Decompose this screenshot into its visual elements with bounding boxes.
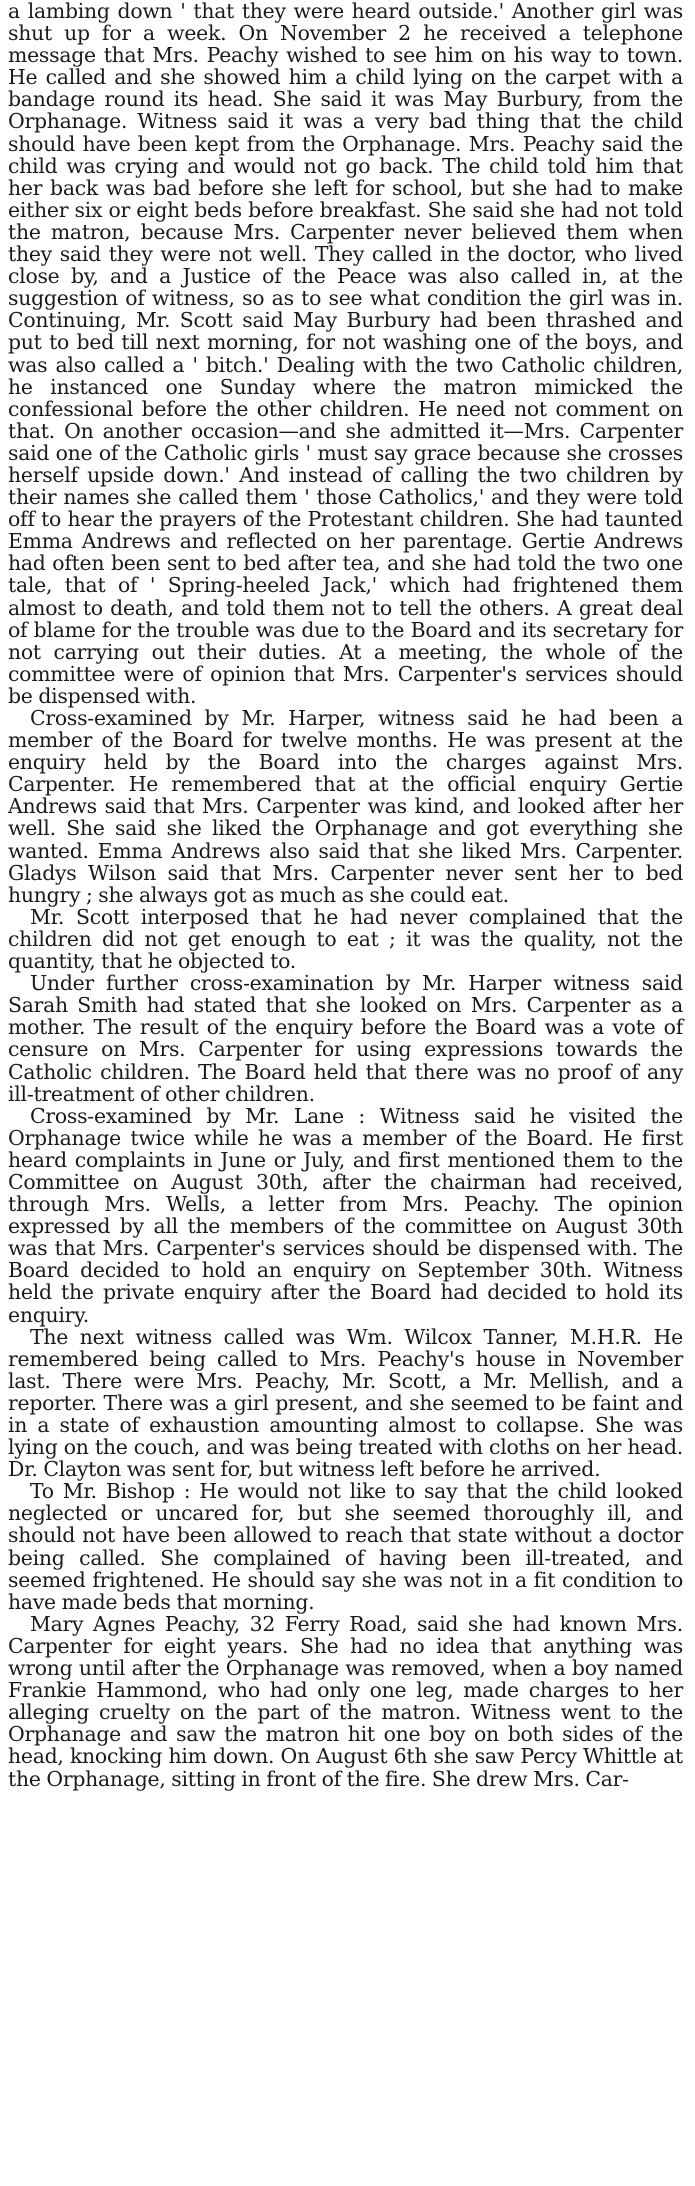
article-paragraph: To Mr. Bishop : He would not like to say that the child looked neglected or uncared for, but she seemed thoroughly ill, and should not have been allowed to reach that state without a doctor being called. She complained of having been ill-treated, and seemed frightened. He should say she was not in a fit condition to have made beds that morning. (8, 1479, 683, 1614)
article-paragraph: Mary Agnes Peachy, 32 Ferry Road, said she had known Mrs. Carpenter for eight years. She had no idea that anything was wrong until after the Orphanage was removed, when a boy named Frankie Hammond, who had only one leg, made charges to her alleging cruelty on the part of the matron. Witness went to the Orphanage and saw the matron hit one boy on both sides of the head, knocking him down. On August 6th she saw Percy Whittle at the Orphanage, sitting in front of the fire. She drew Mrs. Car- (8, 1611, 683, 1791)
article-paragraph: Under further cross-examination by Mr. Harper witness said Sarah Smith had stated that she looked on Mrs. Carpenter as a mother. The result of the enquiry before the Board was a vote of censure on Mrs. Carpenter for using expressions towards the Catholic children. The Board held that there was no proof of any ill-treatment of other children. (8, 971, 683, 1106)
article-paragraph: Mr. Scott interposed that he had never complained that the children did not get enough to eat ; it was the quality, not the quantity, that he objected to. (8, 904, 683, 974)
article-column (8, 0, 683, 1790)
article-paragraph: Cross-examined by Mr. Lane : Witness said he visited the Orphanage twice while he was a member of the Board. He first heard complaints in June or July, and first mentioned them to the Committee on August 30th, after the chairman had received, through Mrs. Wells, a letter from Mrs. Peachy. The opinion expressed by all the members of the committee on August 30th was that Mrs. Carpenter's services should be dispensed with. The Board decided to hold an enquiry on September 30th. Witness held the private enquiry after the Board had decided to hold its enquiry. (8, 1103, 683, 1327)
article-paragraph: a lambing down ' that they were heard outside.' Another girl was shut up for a week. On November 2 he received a telephone message that Mrs. Peachy wished to see him on his way to town. He called and she showed him a child lying on the carpet with a bandage round its head. She said it was May Burbury, from the Orphanage. Witness said it was a very bad thing that the child should have been kept from the Orphanage. Mrs. Peachy said the child was crying and would not go back. The child told him that her back was bad before she left for school, but she had to make either six or eight beds before breakfast. She said she had not told the matron, because Mrs. Carpenter never believed them when they said they were not well. They called in the doctor, who lived close by, and a Justice of the Peace was also called in, at the suggestion of witness, so as to see what condition the girl was in. Continuing, Mr. Scott said May Burbury had been thrashed and put to bed till next morning, for not washing one of the boys, and was also called a ' bitch.' Dealing with the two Catholic children, he instanced one Sunday where the matron mimicked the confessional before the other children. He need not comment on that. On another occasion—and she admitted it—Mrs. Carpenter said one of the Catholic girls ' must say grace because she crosses herself upside down.' And instead of calling the two children by their names she called them ' those Catholics,' and they were told off to hear the prayers of the Protestant children. She had taunted Emma Andrews and reflected on her parentage. Gertie Andrews had often been sent to bed after tea, and she had told the two one tale, that of ' Spring-heeled Jack,' which had frightened them almost to death, and told them not to tell the others. A great deal of blame for the trouble was due to the Board and its secretary for not carrying out their duties. At a meeting, the whole of the committee were of opinion that Mrs. Carpenter's services should be dispensed with. (8, 0, 683, 708)
article-paragraph: The next witness called was Wm. Wilcox Tanner, M.H.R. He remembered being called to Mrs. Peachy's house in November last. There were Mrs. Peachy, Mr. Scott, a Mr. Mellish, and a reporter. There was a girl present, and she seemed to be faint and in a state of exhaustion amounting almost to collapse. She was lying on the couch, and was being treated with cloths on her head. Dr. Clayton was sent for, but witness left before he arrived. (8, 1324, 683, 1482)
article-paragraph: Cross-examined by Mr. Harper, witness said he had been a member of the Board for twelve months. He was present at the enquiry held by the Board into the charges against Mrs. Carpenter. He remembered that at the official enquiry Gertie Andrews said that Mrs. Carpenter was kind, and looked after her well. She said she liked the Orphanage and got everything she wanted. Emma Andrews also said that she liked Mrs. Carpenter. Gladys Wilson said that Mrs. Carpenter never sent her to bed hungry ; she always got as much as she could eat. (8, 706, 683, 907)
